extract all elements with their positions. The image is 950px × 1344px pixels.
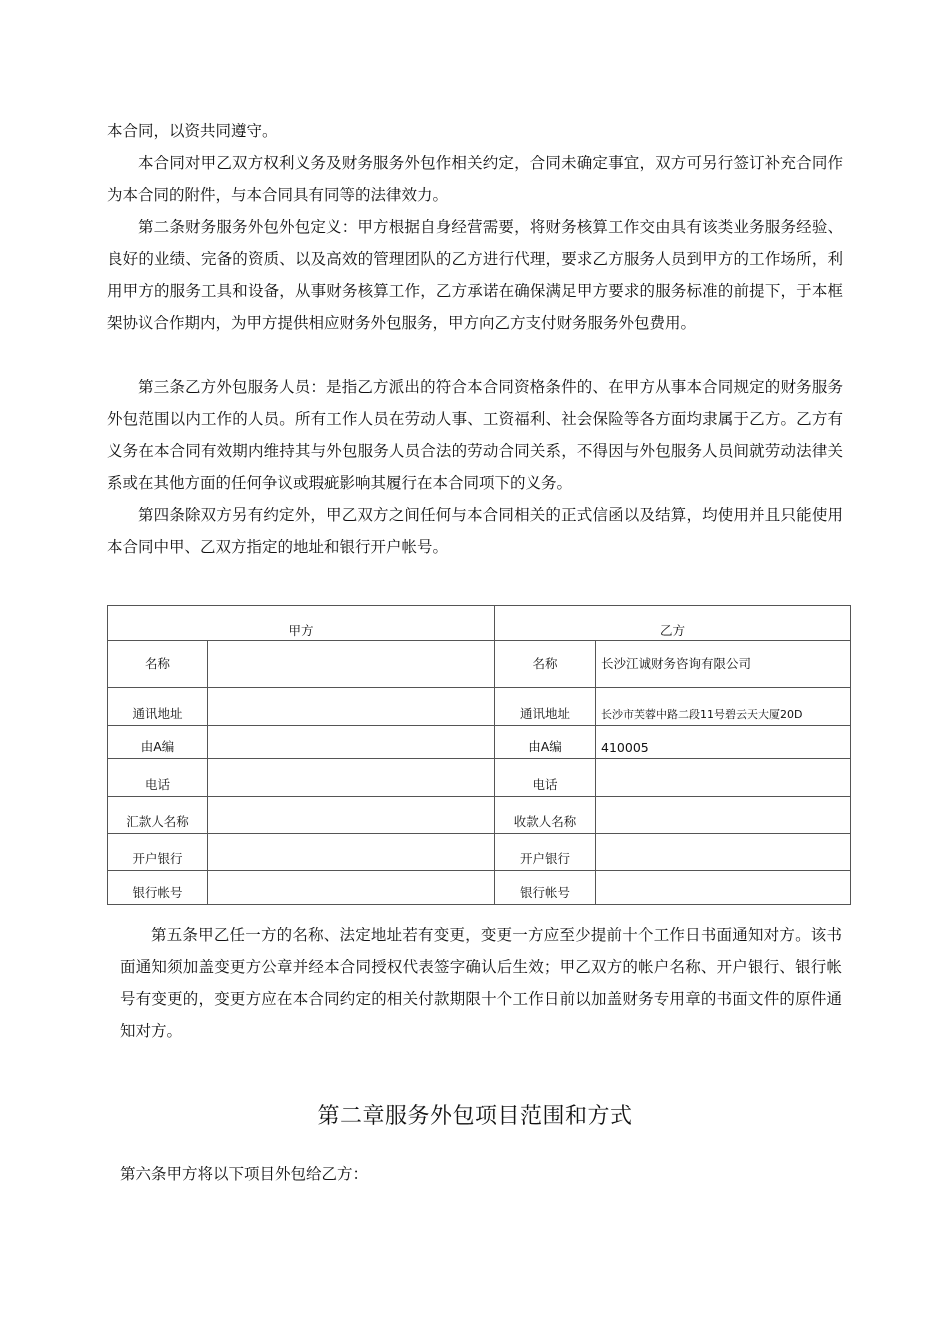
party-a-value [208, 871, 495, 905]
party-a-label: 通讯地址 [108, 688, 208, 726]
party-b-value: 长沙江诚财务咨询有限公司 [596, 641, 851, 688]
paragraph-closing-line: 本合同，以资共同遵守。 [107, 122, 278, 140]
party-b-label: 电话 [495, 759, 596, 797]
party-b-label: 名称 [495, 641, 596, 688]
party-a-value [208, 688, 495, 726]
party-a-value [208, 726, 495, 759]
party-b-label: 通讯地址 [495, 688, 596, 726]
paragraph-article-6: 第六条甲方将以下项目外包给乙方： [120, 1165, 369, 1183]
party-b-header: 乙方 [495, 606, 851, 641]
table-row [108, 797, 851, 834]
paragraph-article-2: 第二条财务服务外包外包定义：甲方根据自身经营需要，将财务核算工作交由具有该类业务服务经验、良好的业绩、完备的资质、以及高效的管理团队的乙方进行代理，要求乙方服务人员到甲方的工作场所，利用甲方的服务工具和设备，从事财务核算工作，乙方承诺在确保满足甲方要求的服务标准的前提下，于本框架协议合作期内，为甲方提供相应财务外包服务，甲方向乙方支付财务服务外包费用。 [107, 218, 843, 332]
party-a-value [208, 641, 495, 688]
party-a-value [208, 759, 495, 797]
party-b-value [596, 759, 851, 797]
party-b-value: 410005 [596, 726, 851, 759]
paragraph-article-5: 第五条甲乙任一方的名称、法定地址若有变更，变更一方应至少提前十个工作日书面通知对方。该书面通知须加盖变更方公章并经本合同授权代表签字确认后生效；甲乙双方的帐户名称、开户银行、银行帐号有变更的，变更方应在本合同约定的相关付款期限十个工作日前以加盖财务专用章的书面文件的原件通知对方。 [120, 926, 842, 1040]
party-b-value: 长沙市芙蓉中路二段11号碧云天大厦20D [596, 688, 851, 726]
table-row [108, 688, 851, 726]
party-b-label: 开户银行 [495, 834, 596, 871]
party-a-label: 银行帐号 [108, 871, 208, 905]
table-row [108, 726, 851, 759]
table-row [108, 641, 851, 688]
party-b-label: 银行帐号 [495, 871, 596, 905]
party-a-label: 由A编 [108, 726, 208, 759]
party-info-table [107, 605, 851, 905]
party-a-header: 甲方 [108, 606, 495, 641]
table-header-row [108, 606, 851, 641]
chapter-title: 第二章服务外包项目范围和方式 [317, 1104, 633, 1129]
party-b-label: 收款人名称 [495, 797, 596, 834]
party-a-value [208, 797, 495, 834]
party-a-label: 电话 [108, 759, 208, 797]
party-b-value [596, 834, 851, 871]
paragraph-contract-scope: 本合同对甲乙双方权利义务及财务服务外包作相关约定，合同未确定事宜，双方可另行签订补充合同作为本合同的附件，与本合同具有同等的法律效力。 [107, 154, 843, 204]
paragraph-article-3: 第三条乙方外包服务人员：是指乙方派出的符合本合同资格条件的、在甲方从事本合同规定的财务服务外包范围以内工作的人员。所有工作人员在劳动人事、工资福利、社会保险等各方面均隶属于乙方。乙方有义务在本合同有效期内维持其与外包服务人员合法的劳动合同关系，不得因与外包服务人员间就劳动法律关系或在其他方面的任何争议或瑕疵影响其履行在本合同项下的义务。 [107, 378, 843, 492]
table-row [108, 871, 851, 905]
party-b-value [596, 797, 851, 834]
table-row [108, 759, 851, 797]
party-a-label: 开户银行 [108, 834, 208, 871]
party-b-label: 由A编 [495, 726, 596, 759]
party-b-value [596, 871, 851, 905]
table-row [108, 834, 851, 871]
party-a-value [208, 834, 495, 871]
party-a-label: 名称 [108, 641, 208, 688]
party-a-label: 汇款人名称 [108, 797, 208, 834]
paragraph-article-4: 第四条除双方另有约定外，甲乙双方之间任何与本合同相关的正式信函以及结算，均使用并且只能使用本合同中甲、乙双方指定的地址和银行开户帐号。 [107, 506, 843, 556]
